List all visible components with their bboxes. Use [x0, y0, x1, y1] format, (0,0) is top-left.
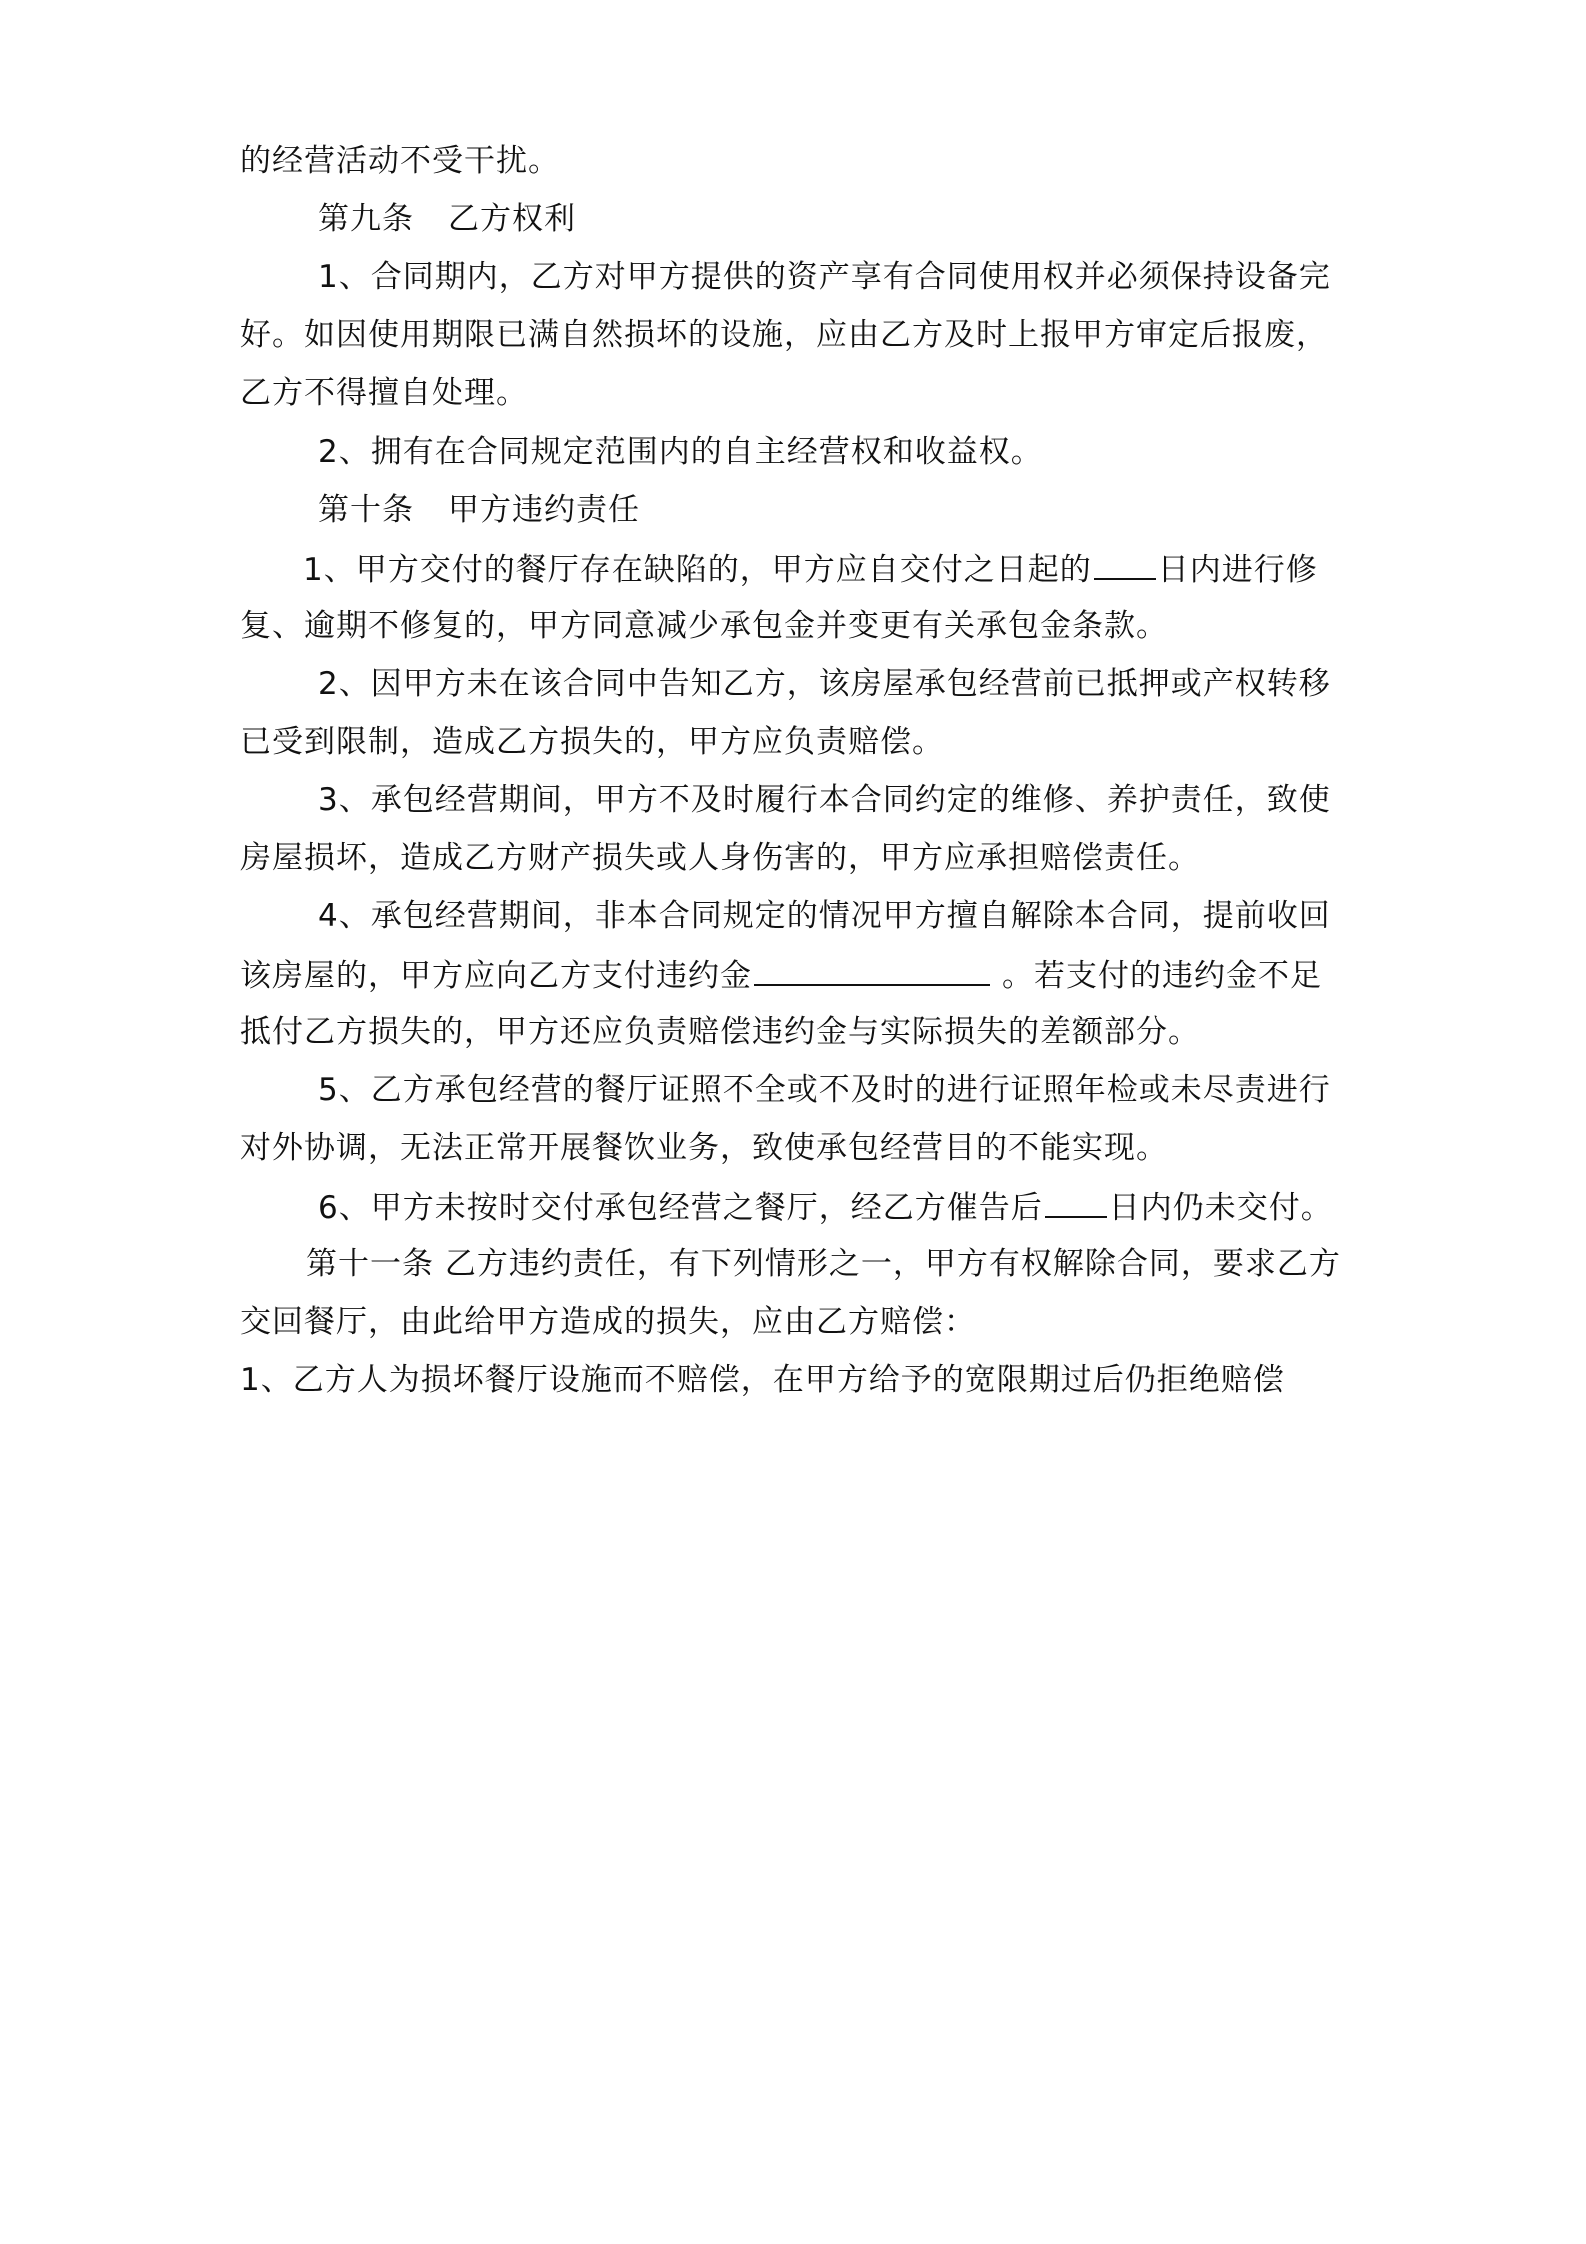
fill-in-blank	[754, 954, 990, 986]
article-10-heading	[318, 490, 640, 530]
text-fragment: 日内仍未交付。	[1108, 1190, 1333, 1226]
article-title: 甲方违约责任	[448, 492, 640, 528]
fill-in-blank	[1094, 548, 1156, 580]
paragraph-line: 交回餐厅，由此给甲方造成的损失，应由乙方赔偿：	[240, 1304, 976, 1340]
paragraph-line: 乙方不得擅自处理。	[240, 375, 528, 411]
text-fragment: 。若支付的违约金不足	[1002, 958, 1322, 994]
fill-in-blank	[1045, 1186, 1107, 1218]
paragraph-line: 2、因甲方未在该合同中告知乙方，该房屋承包经营前已抵押或产权转移	[318, 666, 1331, 702]
paragraph-line: 好。如因使用期限已满自然损坏的设施，应由乙方及时上报甲方审定后报废，	[240, 317, 1328, 353]
text-fragment: 该房屋的，甲方应向乙方支付违约金	[240, 958, 752, 994]
article-number: 第九条	[318, 201, 414, 237]
article-title: 乙方权利	[448, 201, 576, 237]
paragraph-line: 已受到限制，造成乙方损失的，甲方应负责赔偿。	[240, 724, 944, 760]
paragraph-line: 1、乙方人为损坏餐厅设施而不赔偿，在甲方给予的宽限期过后仍拒绝赔偿	[240, 1362, 1285, 1398]
paragraph-line: 5、乙方承包经营的餐厅证照不全或不及时的进行证照年检或未尽责进行	[318, 1072, 1331, 1108]
text-fragment: 日内进行修	[1157, 552, 1318, 588]
paragraph-line	[240, 954, 1322, 996]
article-11-heading: 第十一条 乙方违约责任，有下列情形之一，甲方有权解除合同，要求乙方	[306, 1246, 1341, 1282]
paragraph-line: 4、承包经营期间，非本合同规定的情况甲方擅自解除本合同，提前收回	[318, 898, 1331, 934]
paragraph-line: 的经营活动不受干扰。	[240, 143, 560, 179]
paragraph-line: 复、逾期不修复的，甲方同意减少承包金并变更有关承包金条款。	[240, 608, 1168, 644]
text-fragment: 1、甲方交付的餐厅存在缺陷的，甲方应自交付之日起的	[303, 552, 1092, 588]
paragraph-line: 对外协调，无法正常开展餐饮业务，致使承包经营目的不能实现。	[240, 1130, 1168, 1166]
paragraph-line: 2、拥有在合同规定范围内的自主经营权和收益权。	[318, 434, 1043, 470]
paragraph-line: 3、承包经营期间，甲方不及时履行本合同约定的维修、养护责任，致使	[318, 782, 1331, 818]
text-fragment: 6、甲方未按时交付承包经营之餐厅，经乙方催告后	[318, 1190, 1043, 1226]
paragraph-line: 抵付乙方损失的，甲方还应负责赔偿违约金与实际损失的差额部分。	[240, 1014, 1200, 1050]
article-9-heading	[318, 199, 576, 239]
article-number: 第十条	[318, 492, 414, 528]
paragraph-line: 房屋损坏，造成乙方财产损失或人身伤害的，甲方应承担赔偿责任。	[240, 840, 1200, 876]
paragraph-line: 1、合同期内，乙方对甲方提供的资产享有合同使用权并必须保持设备完	[318, 259, 1331, 295]
paragraph-line	[318, 1186, 1333, 1228]
paragraph-line	[303, 548, 1318, 590]
